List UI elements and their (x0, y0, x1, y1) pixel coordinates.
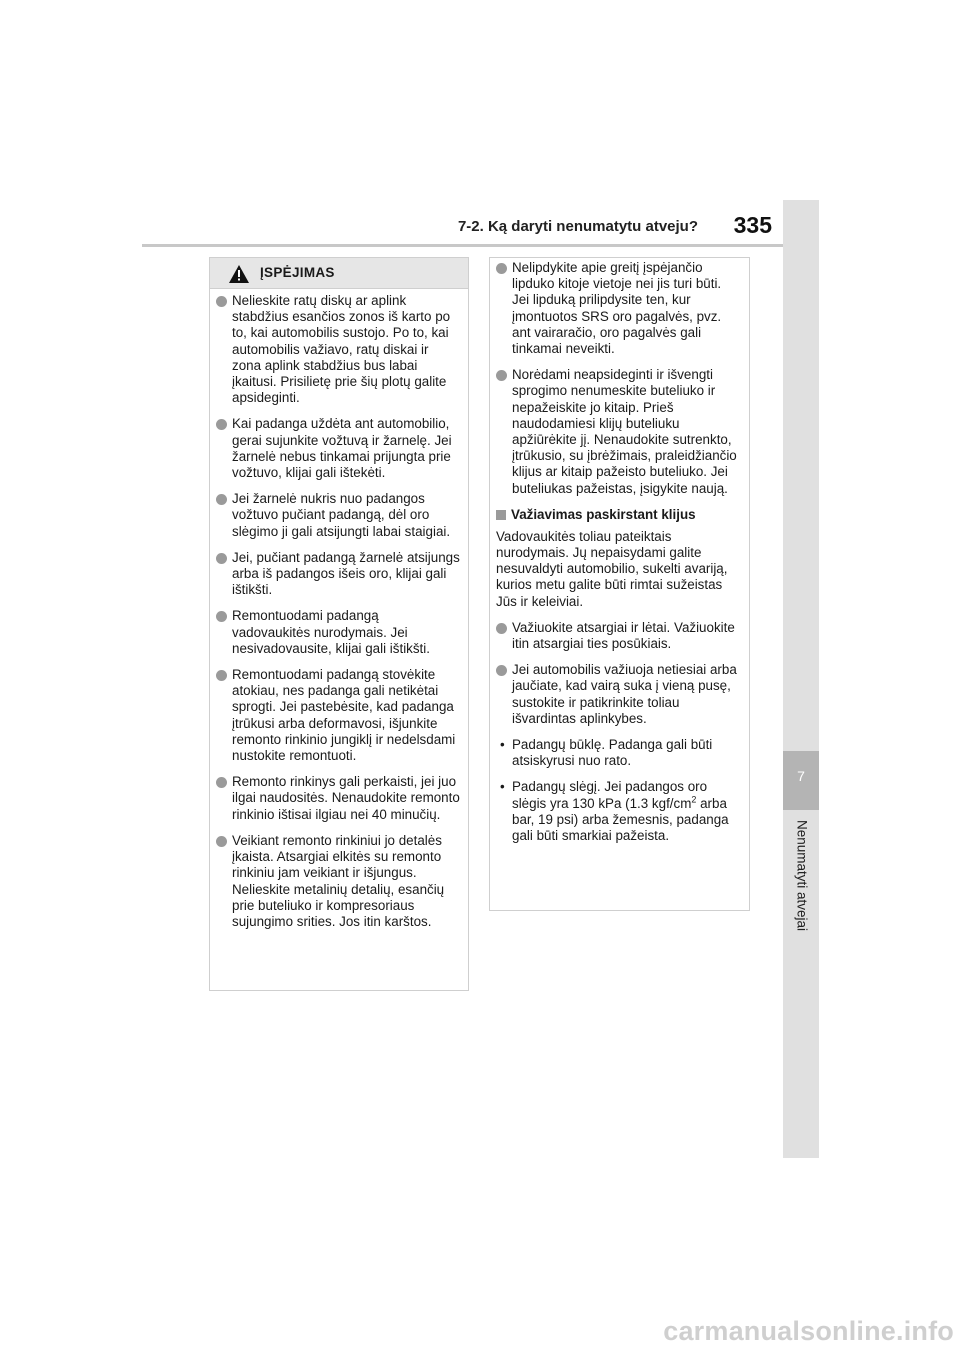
warning-item (216, 667, 460, 764)
bullet-icon (216, 777, 227, 788)
warning-item (496, 260, 741, 357)
bullet-icon (216, 494, 227, 505)
warning-item (216, 833, 460, 930)
chapter-number: 7 (797, 768, 805, 784)
warning-item-text: Jei žarnelė nukris nuo padangos vožtuvo pučiant padangą, dėl oro slėgimo ji gali atsijungti labai staigiai. (232, 491, 451, 539)
warning-item (216, 491, 460, 540)
sub-item-text: Padangų būklę. Padanga gali būti atsiskyrusi nuo rato. (512, 737, 713, 769)
warning-item-text: Jei automobilis važiuoja netiesiai arba jaučiate, kad vairą suka į vieną pusę, sustokite ir patikrinkite toliau išvardintas aplinkybes. (512, 662, 737, 726)
warning-item-text: Važiuokite atsargiai ir lėtai. Važiuokite itin atsargiai ties posūkiais. (512, 619, 735, 652)
bullet-icon (496, 370, 507, 381)
chapter-label: Nenumatyti atvejai (794, 820, 810, 932)
warning-title: ĮSPĖJIMAS (260, 265, 335, 280)
section-title: 7-2. Ką daryti nenumatytu atveju? (457, 218, 698, 235)
sub-item-text: Padangų slėgį. Jei padangos oro slėgis yra 130 kPa (1.3 kgf/cm (512, 779, 708, 811)
warning-item-text: Veikiant remonto rinkiniui jo detalės įkaista. Atsargiai elkitės su remonto rinkiniu jam veikiant ir išjungus. Nelieskite metalinių detalių, esančių prie buteliuko ir kompresoriaus sujungimo srities. Jos itin karštos. (232, 832, 445, 929)
sub-item-text-cont: arba bar, 19 psi) arba žemesnis, padanga gali būti smarkiai pažeista. (512, 795, 729, 844)
warning-item (496, 620, 741, 652)
warning-item (496, 662, 741, 727)
warning-item-text: Nelipdykite apie greitį įspėjančio lipduko kitoje vietoje nei jis turi būti. Jei lipduką prilipdysite ten, kur įmontuotos SRS oro pagalvės, pvz. ant vairaračio, oro pagalvės gali tinkamai neveikti. (512, 260, 722, 357)
bullet-icon (496, 623, 507, 634)
bullet-icon (496, 665, 507, 676)
warning-triangle-icon (228, 264, 250, 284)
superscript: 2 (691, 794, 697, 805)
warning-item-text: Remontuodami padangą stovėkite atokiau, nes padanga gali netikėtai sprogti. Jei pastebėsite, kad padanga įtrūkusi arba deformavosi, išjunkite remonto rinkinio jungiklį ir nedelsdami nustokite remontuoti. (232, 667, 456, 764)
warning-item-text: Nelieskite ratų diskų ar aplink stabdžius esančios zonos iš karto po to, kai automobilis sustojo. Po to, kai automobilis važiavo, ratų diskai ir zona aplink stabdžius bus labai įkaitusi. Prisilietę prie šių plotų galite apsideginti. (232, 293, 451, 406)
warning-item (216, 550, 460, 599)
bullet-icon (216, 553, 227, 564)
watermark: carmanualsonline.info (663, 1316, 954, 1346)
warning-item-text: Jei, pučiant padangą žarnelė atsijungs arba iš padangos išeis oro, klijai gali ištikšti. (232, 549, 460, 598)
square-bullet-icon (496, 510, 506, 520)
sub-bullet-mark: • (500, 737, 505, 753)
warning-item-text: Kai padanga uždėta ant automobilio, gerai sujunkite vožtuvą ir žarnelę. Jei žarnelė nebus tinkamai prijungta prie vožtuvo, klijai gali ištekėti. (232, 416, 452, 481)
warning-item-text: Remontuodami padangą vadovaukitės nurodymais. Jei nesivadovausite, klijai gali ištikšti. (232, 608, 430, 656)
warning-item (496, 367, 741, 497)
warning-header (210, 258, 468, 289)
warning-content-left (210, 289, 468, 944)
bullet-icon (216, 419, 227, 430)
warning-item (216, 293, 460, 406)
bullet-icon (496, 263, 507, 274)
warning-content-right (490, 258, 749, 858)
section-paragraph: Vadovaukitės toliau pateiktais nurodymais. Jų nepaisydami galite nesuvaldyti automobilio, sukelti avariją, kurios metu galite būti rimtai sužeistas Jūs ir keleiviai. (496, 528, 728, 609)
sub-item (496, 737, 741, 769)
section-heading-text: Važiavimas paskirstant klijus (511, 506, 696, 522)
sub-bullet-mark: • (500, 779, 505, 795)
bullet-icon (216, 670, 227, 681)
warning-box-left (209, 257, 469, 991)
warning-item (216, 774, 460, 823)
section-heading (496, 507, 741, 523)
sub-item (496, 779, 741, 844)
warning-item-text: Remonto rinkinys gali perkaisti, jei juo ilgai naudositės. Nenaudokite remonto rinkinio ištisai ilgiau nei 40 minučių. (232, 774, 460, 822)
page-number: 335 (733, 212, 772, 238)
warning-item-text: Norėdami neapsideginti ir išvengti sprogimo nenumeskite buteliuko ir nepažeiskite jo kitaip. Prieš naudodamiesi klijų buteliuku apžiūrėkite jį. Nenaudokite sutrenkto, įtrūkusio, su įbrėžimais, praleidžiančio klijus ar kitaip pažeisto buteliuko. Jei buteliukas pažeistas, įsigykite naują. (512, 367, 737, 496)
bullet-icon (216, 611, 227, 622)
warning-item (216, 416, 460, 481)
warning-box-right (489, 257, 750, 911)
bullet-icon (216, 296, 227, 307)
chapter-sidebar (783, 200, 819, 1158)
warning-item (216, 608, 460, 657)
header-rule (142, 244, 783, 247)
bullet-icon (216, 836, 227, 847)
